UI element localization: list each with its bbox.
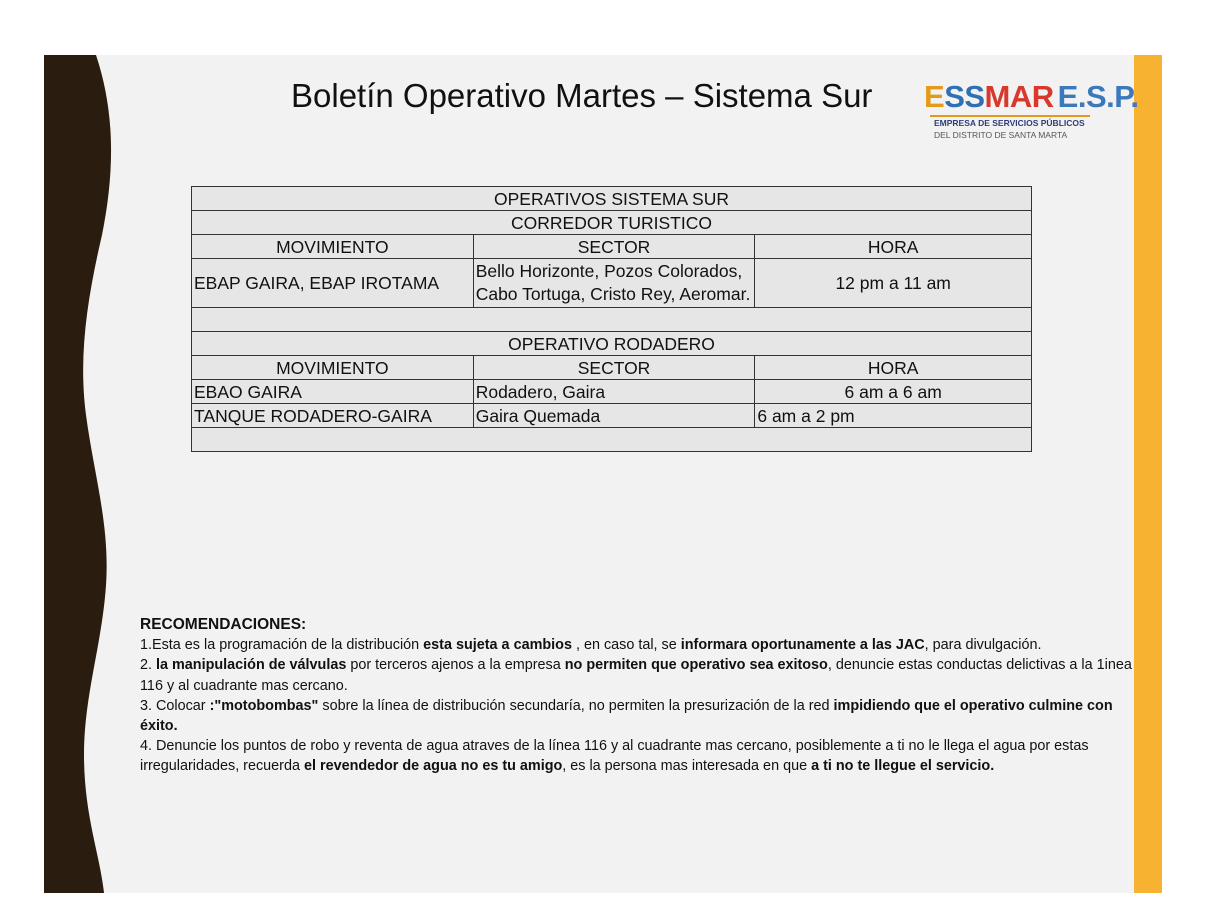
table-title-row (192, 187, 1032, 211)
empty-cell (192, 428, 1032, 452)
cell-sector: Rodadero, Gaira (473, 380, 755, 404)
table-row (192, 404, 1032, 428)
header-hora: HORA (755, 356, 1032, 380)
rec-text: , es la persona mas interesada en que (562, 758, 812, 775)
page-title: Boletín Operativo Martes – Sistema Sur (291, 77, 873, 114)
slide (44, 55, 1162, 893)
empty-row (192, 308, 1032, 332)
recommendations (140, 615, 1140, 777)
rec-emphasis: esta sujeta a cambios (423, 637, 572, 654)
rec-text: 3. Colocar (140, 697, 210, 714)
recommendation-3 (140, 696, 1140, 736)
table-row (192, 259, 1032, 308)
recommendation-4 (140, 736, 1140, 776)
rec-emphasis: :"motobombas" (209, 697, 319, 714)
rec-text: 4. Denuncie los puntos de robo y reventa de agua atraves de la línea 116 y al cuadrante mas cercano, posiblemente a ti no le llega el agua por estas irregularidades, recuerda (140, 738, 1089, 775)
empty-cell (192, 308, 1032, 332)
section-name-rodadero: OPERATIVO RODADERO (192, 332, 1032, 356)
essmar-logo (924, 79, 1139, 150)
header-row (192, 356, 1032, 380)
cell-movimiento: TANQUE RODADERO-GAIRA (192, 404, 474, 428)
cell-hora: 6 am a 6 am (755, 380, 1032, 404)
logo-letters-ss: SS (944, 79, 985, 114)
section-name-row (192, 211, 1032, 235)
section-name-corredor: CORREDOR TURISTICO (192, 211, 1032, 235)
header-sector: SECTOR (473, 356, 755, 380)
header-sector: SECTOR (473, 235, 755, 259)
empty-row (192, 428, 1032, 452)
cell-hora: 12 pm a 11 am (755, 259, 1032, 308)
table-row (192, 380, 1032, 404)
rec-emphasis: el revendedor de agua no es tu amigo (303, 758, 563, 775)
rec-emphasis: impidiendo que el operativo culmine con éxito. (140, 697, 1113, 735)
section-name-row (192, 332, 1032, 356)
logo-letter-e: E (924, 79, 945, 114)
rec-emphasis: a ti no te llegue el servicio. (811, 758, 995, 775)
rec-text: , en caso tal, se (571, 637, 681, 654)
cell-movimiento: EBAO GAIRA (192, 380, 474, 404)
logo-brand (924, 80, 1139, 114)
recommendations-heading: RECOMENDACIONES: (140, 616, 307, 633)
rec-text: por terceros ajenos a la empresa (346, 657, 565, 674)
rec-text: , denuncie estas conductas delictivas a la 1inea 116 y al cuadrante mas cercano. (140, 657, 1132, 694)
cell-sector: Gaira Quemada (473, 404, 755, 428)
logo-underline (930, 115, 1090, 117)
logo-letters-esp: E.S.P. (1057, 79, 1139, 114)
rec-emphasis: informara oportunamente a las JAC (680, 637, 925, 654)
left-wave-decoration (44, 55, 114, 893)
rec-emphasis: no permiten que operativo sea exitoso (564, 657, 828, 674)
recommendation-2 (140, 655, 1140, 695)
logo-tagline-1: EMPRESA DE SERVICIOS PÚBLICOS (934, 118, 1085, 128)
logo-tagline-2: DEL DISTRITO DE SANTA MARTA (934, 130, 1068, 140)
header-row (192, 235, 1032, 259)
header-hora: HORA (755, 235, 1032, 259)
logo-letters-mar: MAR (984, 79, 1054, 114)
header-movimiento: MOVIMIENTO (192, 235, 474, 259)
rec-emphasis: la manipulación de válvulas (156, 657, 347, 674)
operations-table (191, 186, 1032, 452)
cell-movimiento: EBAP GAIRA, EBAP IROTAMA (192, 259, 474, 308)
recommendation-1 (140, 635, 1140, 655)
rec-text: , para divulgación. (924, 637, 1042, 654)
cell-hora: 6 am a 2 pm (755, 404, 1032, 428)
rec-text: sobre la línea de distribución secundaría, no permiten la presurización de la red (318, 697, 834, 714)
cell-sector: Bello Horizonte, Pozos Colorados, Cabo Tortuga, Cristo Rey, Aeromar. (473, 259, 755, 308)
table-title: OPERATIVOS SISTEMA SUR (192, 187, 1032, 211)
header-movimiento: MOVIMIENTO (192, 356, 474, 380)
rec-text: 1.Esta es la programación de la distribución (140, 637, 424, 654)
rec-text: 2. (140, 657, 156, 674)
